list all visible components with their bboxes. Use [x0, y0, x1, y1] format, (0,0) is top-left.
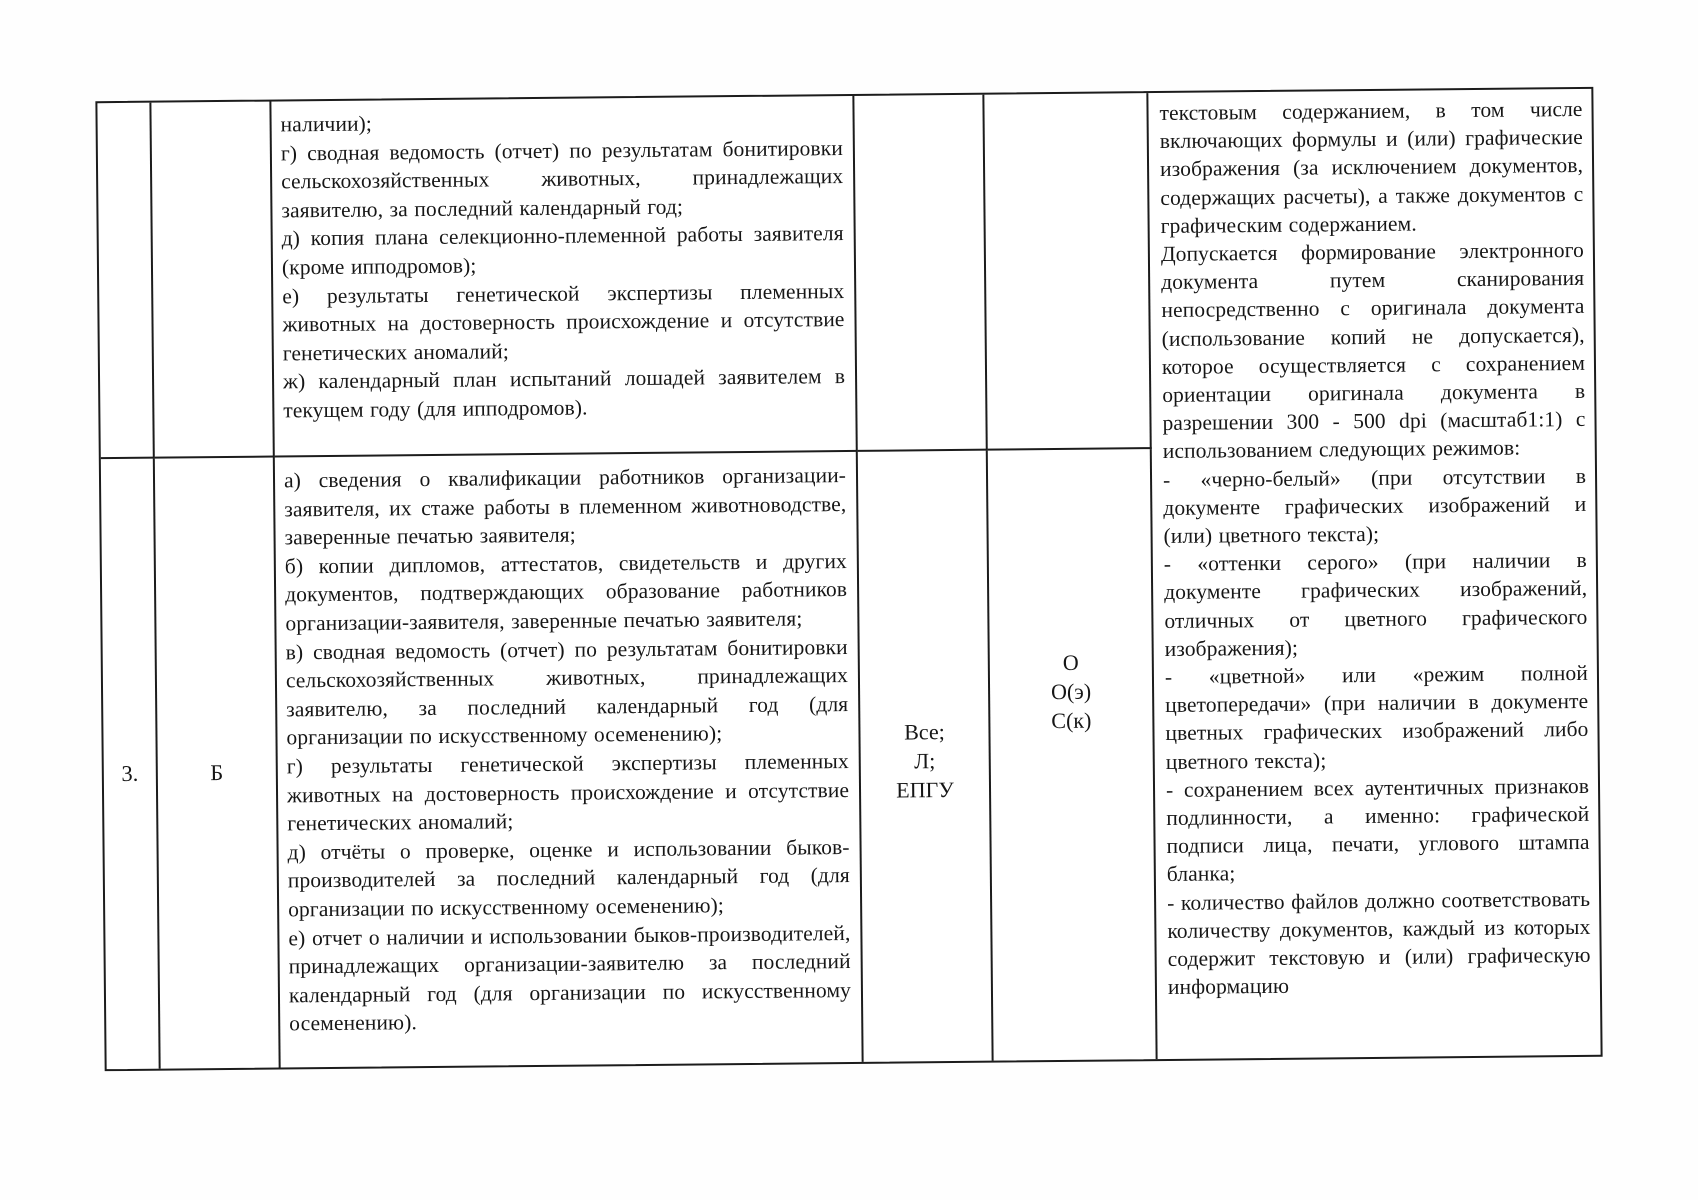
- paragraph: текстовым содержанием, в том числе включающих формулы и (или) графические изображения (за исключением документов, содержащих расчеты), а также документов с графическим содержанием.: [1159, 96, 1584, 238]
- paragraph: ж) календарный план испытаний лошадей заявителем в текущем году (для ипподромов).: [282, 364, 846, 423]
- cell-row2-channels: [858, 451, 994, 1062]
- paragraph: О: [1062, 649, 1079, 675]
- paragraph: - «оттенки серого» (при наличии в документе графических изображений, отличных от цветного графического изображения);: [1163, 548, 1588, 661]
- paragraph: - «цветной» или «режим полной цветопередачи» (при наличии в документе цветных графических изображений либо цветного текста);: [1164, 660, 1589, 774]
- paragraph: Все;: [904, 718, 945, 744]
- cell-row2-documents: [275, 452, 864, 1068]
- paragraph: д) копия плана селекционно-племенной работы заявителя (кроме ипподромов);: [281, 221, 844, 280]
- paragraph: - сохранением всех аутентичных признаков подлинности, а именно: графической подписи лица, печати, углового штампа бланка;: [1165, 773, 1590, 887]
- cell-row2-number: [101, 459, 161, 1069]
- paragraph: Л;: [914, 747, 936, 773]
- paragraph: С(к): [1051, 707, 1092, 733]
- row-number: 3.: [121, 760, 139, 786]
- paragraph: г) результаты генетической экспертизы племенных животных на достоверность происхождение и отсутствие генетических аномалий;: [286, 748, 850, 836]
- paragraph: а) сведения о квалификации работников организации-заявителя, их стаже работы в племенном животноводстве, заверенные печатью заявителя;: [283, 463, 847, 550]
- cell-row1-documents: [271, 96, 857, 458]
- paragraph: ЕПГУ: [896, 776, 954, 803]
- paragraph: наличии);: [280, 111, 373, 137]
- cell-row2-category: [155, 458, 281, 1069]
- cell-row1-channels: [854, 95, 987, 452]
- cell-row2-marks: [988, 449, 1158, 1061]
- paragraph: О(э): [1050, 678, 1092, 704]
- cell-requirements-note: [1148, 89, 1600, 1059]
- submission-channels: [896, 717, 954, 805]
- result-marks: [1051, 647, 1092, 734]
- paragraph: е) результаты генетической экспертизы племенных животных на достоверность происхождение и отсутствие генетических аномалий;: [282, 278, 845, 366]
- cell-row1-category: [151, 102, 274, 459]
- paragraph: Допускается формирование электронного документа путем сканирования непосредственно с оригинала документа (использование копий не допускается), которое осуществляется с сохранением ориентации оригинала документа в разрешении 300 - 500 dpi (масштаб1:1) с использованием следующих режимов:: [1160, 237, 1586, 464]
- paragraph: в) сводная ведомость (отчет) по результатам бонитировки сельскохозяйственных животных, принадлежащих заявителю, за последний календарный год (для организации по искусственному осеменению);: [285, 634, 849, 750]
- cell-row1-number: [97, 103, 154, 460]
- paragraph: г) сводная ведомость (отчет) по результатам бонитировки сельскохозяйственных животных, принадлежащих заявителю, за последний календарный год;: [280, 135, 844, 223]
- category-letter: Б: [210, 760, 224, 786]
- cell-row1-marks: [984, 93, 1151, 451]
- paragraph: е) отчет о наличии и использовании быков-производителей, принадлежащих организации-заявителю за последний календарный год (для организации по искусственному осеменению).: [288, 920, 852, 1036]
- document-table: [95, 87, 1602, 1071]
- paragraph: б) копии дипломов, аттестатов, свидетельств и других документов, подтверждающих образование работников организации-заявителя, заверенные печатью заявителя;: [284, 548, 848, 636]
- paragraph: - «черно-белый» (при отсутствии в документе графических изображений и (или) цветного текста);: [1162, 463, 1587, 549]
- paragraph: д) отчёты о проверке, оценке и использовании быков-производителей за последний календарный год (для организации по искусственному осеменению);: [287, 834, 850, 922]
- paragraph: - количество файлов должно соответствовать количеству документов, каждый из которых содержит текстовую и (или) графическую информацию: [1167, 886, 1591, 1000]
